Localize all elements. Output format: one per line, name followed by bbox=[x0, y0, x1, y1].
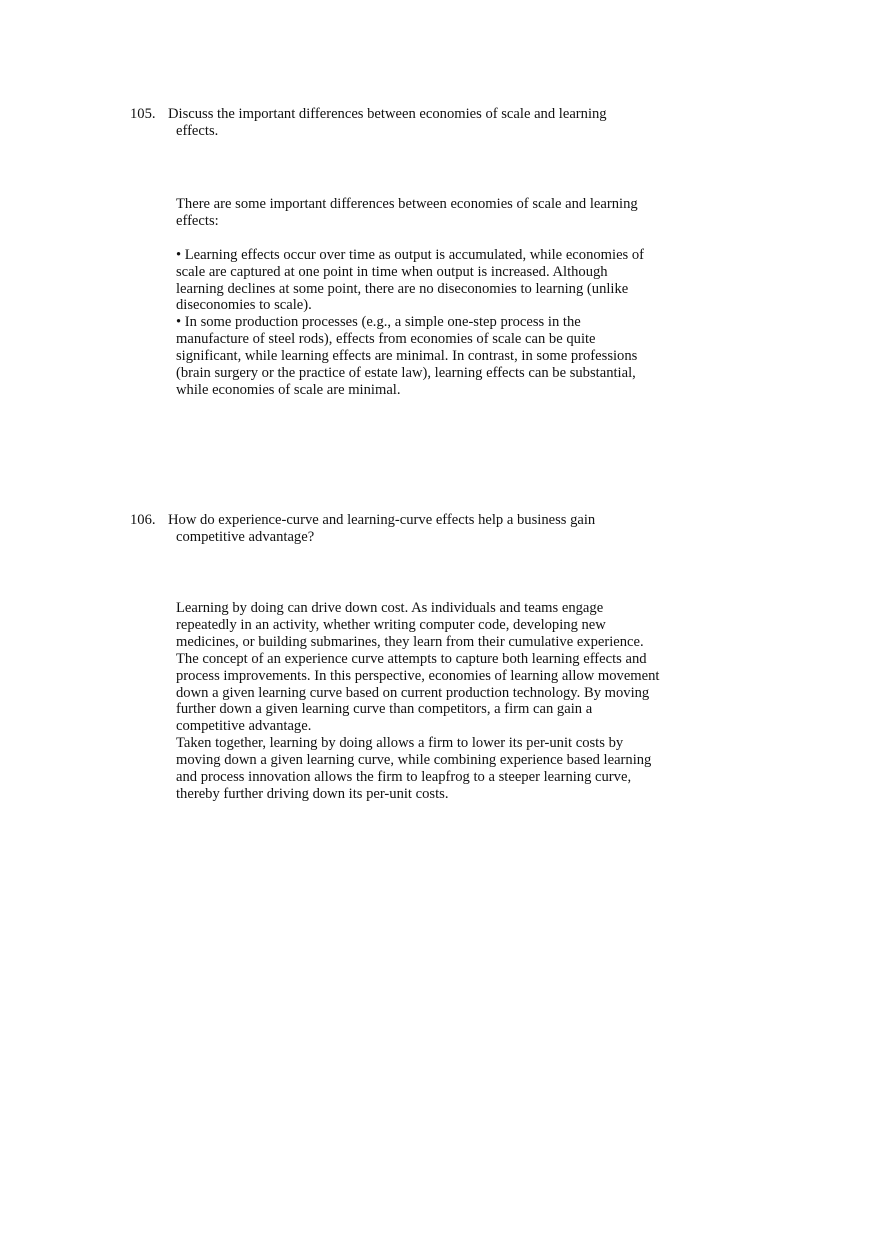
question-text-line: competitive advantage? bbox=[176, 528, 315, 545]
question-number: 106. bbox=[130, 512, 156, 528]
answer-text-line: thereby further driving down its per-unit costs. bbox=[176, 785, 449, 802]
answer-text-line: process improvements. In this perspective, economies of learning allow movement bbox=[176, 667, 660, 684]
answer-text-line: and process innovation allows the firm to leapfrog to a steeper learning curve, bbox=[176, 769, 632, 785]
answer-text-line: significant, while learning effects are minimal. In contrast, in some professions bbox=[176, 348, 638, 365]
answer-text-line: effects: bbox=[176, 212, 219, 229]
question-text-line: How do experience-curve and learning-curve effects help a business gain bbox=[168, 512, 596, 528]
answer-text-line: down a given learning curve based on current production technology. By moving bbox=[176, 684, 650, 701]
answer-text-line: moving down a given learning curve, while combining experience based learning bbox=[176, 752, 652, 769]
answer-text-line: competitive advantage. bbox=[176, 718, 312, 735]
answer-text-line: Taken together, learning by doing allows a firm to lower its per-unit costs by bbox=[176, 735, 624, 752]
answer-text-line: • Learning effects occur over time as output is accumulated, while economies of bbox=[176, 246, 645, 263]
answer-text-line: • In some production processes (e.g., a simple one-step process in the bbox=[176, 314, 581, 331]
answer-text-line: (brain surgery or the practice of estate law), learning effects can be substantial, bbox=[176, 365, 636, 381]
answer-text-line: while economies of scale are minimal. bbox=[176, 381, 401, 398]
answer-text-line: Learning by doing can drive down cost. As individuals and teams engage bbox=[176, 600, 604, 616]
answer-text-line: medicines, or building submarines, they learn from their cumulative experience. bbox=[176, 633, 644, 650]
answer-text-line: The concept of an experience curve attempts to capture both learning effects and bbox=[176, 650, 647, 667]
answer-text-line: repeatedly in an activity, whether writing computer code, developing new bbox=[176, 616, 606, 633]
answer-text-line: further down a given learning curve than competitors, a firm can gain a bbox=[176, 701, 593, 718]
question-number: 105. bbox=[130, 106, 156, 122]
answer-text-line: There are some important differences between economies of scale and learning bbox=[176, 196, 638, 212]
answer-text-line: scale are captured at one point in time when output is increased. Although bbox=[176, 263, 608, 280]
answer-text-line: diseconomies to scale). bbox=[176, 297, 312, 314]
question-text-line: effects. bbox=[176, 122, 219, 139]
question-text-line: Discuss the important differences between economies of scale and learning bbox=[168, 106, 607, 122]
answer-text-line: learning declines at some point, there are no diseconomies to learning (unlike bbox=[176, 280, 629, 297]
answer-text-line: manufacture of steel rods), effects from economies of scale can be quite bbox=[176, 331, 596, 348]
